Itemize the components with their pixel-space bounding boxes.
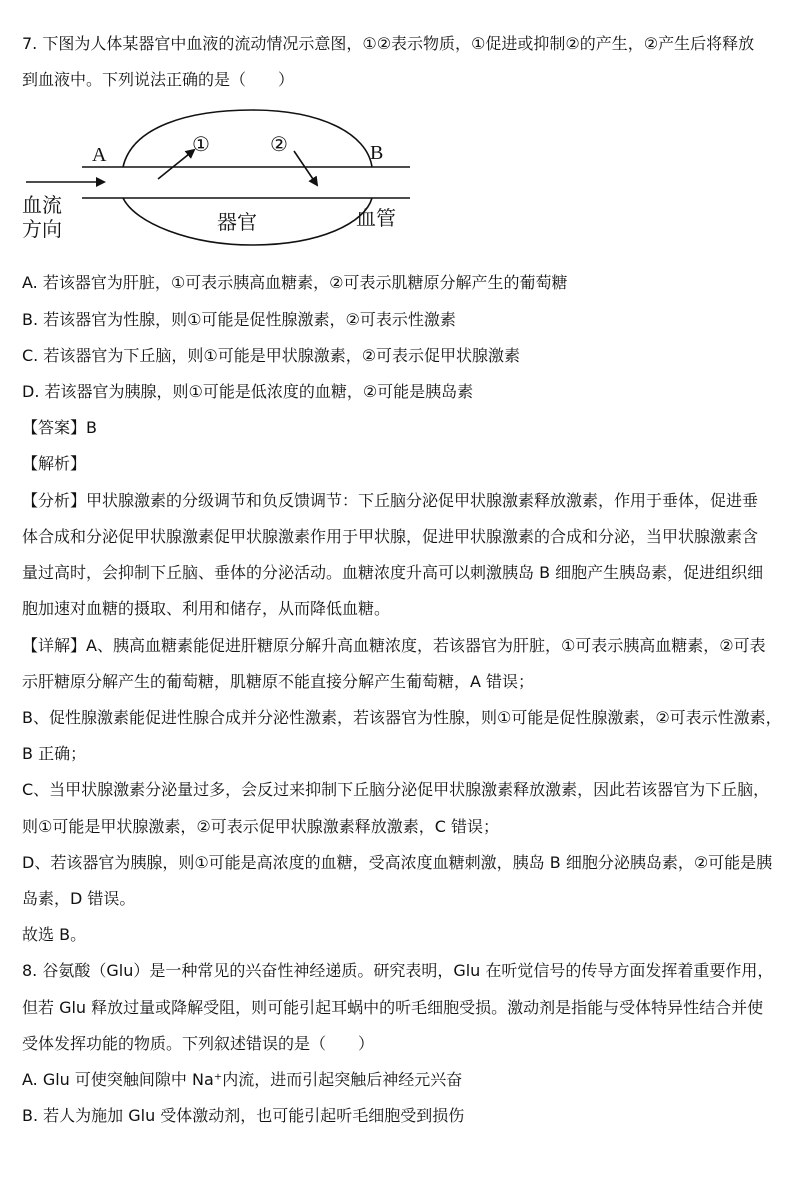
q7-option-a: A. 若该器官为肝脏，①可表示胰高血糖素，②可表示肌糖原分解产生的葡萄糖: [22, 273, 568, 292]
label-blood-flow-2: 方向: [22, 217, 62, 241]
q7-answer: 【答案】B: [22, 418, 97, 437]
blood-flow-organ-diagram: [20, 105, 420, 255]
q7-detail-line-5: C、当甲状腺激素分泌量过多，会反过来抑制下丘脑分泌促甲状腺激素释放激素，因此若该器官为下丘脑，: [22, 780, 770, 799]
q7-option-d: D. 若该器官为胰腺，则①可能是低浓度的血糖，②可能是胰岛素: [22, 382, 474, 401]
q7-analysis-title: 【解析】: [22, 454, 87, 473]
q7-conclusion: 故选 B。: [22, 925, 87, 944]
q7-detail-line-6: 则①可能是甲状腺激素，②可表示促甲状腺激素释放激素，C 错误；: [22, 817, 499, 836]
q7-stem-line-1: 7. 下图为人体某器官中血液的流动情况示意图，①②表示物质，①促进或抑制②的产生，②产生后将释放: [22, 34, 755, 53]
label-a: A: [92, 144, 107, 166]
label-substance-1: ①: [192, 132, 210, 156]
q7-stem-line-2: 到血液中。下列说法正确的是（ ）: [22, 70, 295, 89]
label-b: B: [370, 142, 384, 164]
q7-fenxi-line-1: 【分析】甲状腺激素的分级调节和负反馈调节：下丘脑分泌促甲状腺激素释放激素，作用于垂体，促进垂: [22, 491, 759, 510]
q7-fenxi-line-4: 胞加速对血糖的摄取、利用和储存，从而降低血糖。: [22, 599, 391, 618]
q7-fenxi-line-2: 体合成和分泌促甲状腺激素促甲状腺激素作用于甲状腺，促进甲状腺激素的合成和分泌，当甲状腺激素含: [22, 527, 759, 546]
q8-option-a: A. Glu 可使突触间隙中 Na⁺内流，进而引起突触后神经元兴奋: [22, 1070, 463, 1089]
q7-detail-line-8: 岛素，D 错误。: [22, 889, 136, 908]
label-substance-2: ②: [270, 132, 288, 156]
q8-stem-line-2: 但若 Glu 释放过量或降解受阻，则可能引起耳蜗中的听毛细胞受损。激动剂是指能与受体特异性结合并使: [22, 998, 764, 1017]
q7-detail-line-4: B 正确；: [22, 744, 87, 763]
q7-option-c: C. 若该器官为下丘脑，则①可能是甲状腺激素，②可表示促甲状腺激素: [22, 346, 521, 365]
substance-1-arrow: [158, 150, 194, 179]
q8-stem-line-1: 8. 谷氨酸（Glu）是一种常见的兴奋性神经递质。研究表明，Glu 在听觉信号的传导方面发挥着重要作用，: [22, 961, 774, 980]
q7-detail-line-1: 【详解】A、胰高血糖素能促进肝糖原分解升高血糖浓度，若该器官为肝脏，①可表示胰高血糖素，②可表: [22, 636, 766, 655]
q7-detail-line-7: D、若该器官为胰腺，则①可能是高浓度的血糖，受高浓度血糖刺激，胰岛 B 细胞分泌胰岛素，②可能是胰: [22, 853, 773, 872]
q7-detail-line-2: 示肝糖原分解产生的葡萄糖，肌糖原不能直接分解产生葡萄糖，A 错误；: [22, 672, 535, 691]
label-blood-flow-1: 血流: [22, 193, 62, 217]
label-vessel: 血管: [356, 206, 396, 230]
label-organ: 器官: [217, 210, 257, 234]
q8-stem-line-3: 受体发挥功能的物质。下列叙述错误的是（ ）: [22, 1034, 375, 1053]
substance-2-arrow: [294, 151, 317, 185]
q7-detail-line-3: B、促性腺激素能促进性腺合成并分泌性激素，若该器官为性腺，则①可能是促性腺激素，②可表示性激素，: [22, 708, 782, 727]
organ-outline-top: [123, 110, 372, 167]
q7-fenxi-line-3: 量过高时，会抑制下丘脑、垂体的分泌活动。血糖浓度升高可以刺激胰岛 B 细胞产生胰岛素，促进组织细: [22, 563, 764, 582]
q8-option-b: B. 若人为施加 Glu 受体激动剂，也可能引起听毛细胞受到损伤: [22, 1106, 465, 1125]
q7-option-b: B. 若该器官为性腺，则①可能是促性腺激素，②可表示性激素: [22, 310, 456, 329]
